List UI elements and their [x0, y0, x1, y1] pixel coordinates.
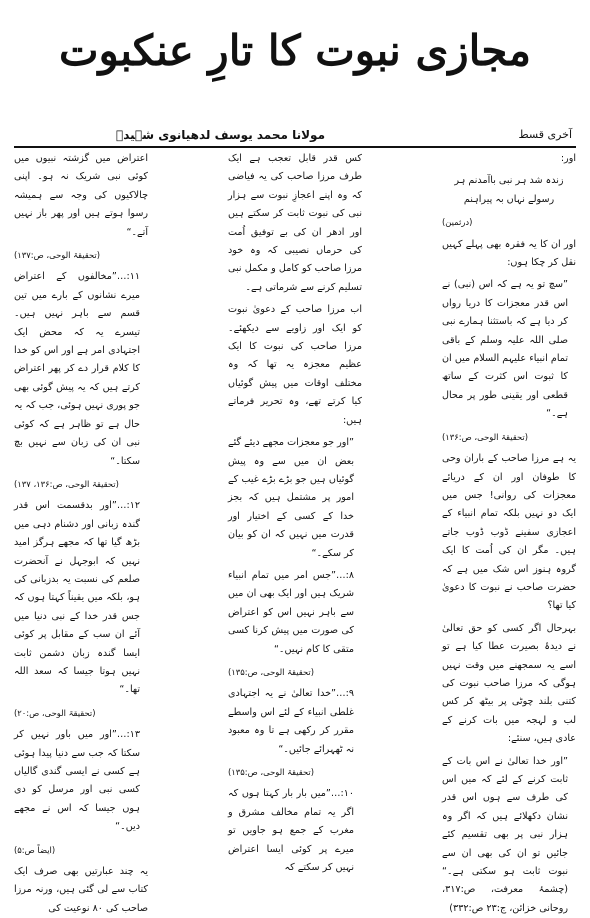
paragraph: یہ ہے مرزا صاحب کے باران وحی کا طوفان اور ان کے دریائے معجزات کی روانی! جس میں ایک دو نہیں بلکہ تمام انبیاء کے اعجازی سفینے ڈوب ڈوب جاتے ہیں۔ مگر ان کی اُمت کا ایک گروہ ہنوز اس شک میں ہے کہ حضرت صاحب نے نبوت کا دعویٰ کیا تھا؟	[442, 453, 576, 612]
reference-citation: (تحقیقۃ الوحی، ص:۱۳۵)	[228, 666, 315, 677]
paragraph: کس قدر قابل تعجب ہے ایک طرف مرزا صاحب کی یہ فیاضی کہ وہ اپنے اعجازِ نبوت سے ہزار نبی کی نبوت ثابت کر سکتے ہیں اور ادھر ان کی بے توفیق اُمت کی حرماں نصیبی کہ وہ خود مرزا صاحب کو کامل و مکمل نبی تسلیم کرنے سے شرماتی ہے۔	[228, 153, 362, 293]
column-2	[228, 150, 362, 874]
part-label: آخری قسط	[518, 128, 572, 141]
quoted-paragraph: ”اور خدا تعالیٰ نے اس بات کے ثابت کرنے کے لئے کہ میں اس کی طرف سے ہوں اس قدر نشان دکھلائے ہیں کہ اگر وہ ہزار نبی پر بھی تقسیم کئے جائیں تو ان کی بھی ان سے نبوت ثابت ہو سکتی ہے۔“ (چشمۂ معرفت، ص:۳۱۷، روحانی خزائن، ج:۲۳ ص:۳۳۲)	[442, 755, 568, 914]
author-name: مولانا محمد یوسف لدھیانوی شہیدؒ	[116, 128, 326, 142]
byline-row	[0, 124, 590, 146]
quoted-paragraph: ۱۱:…”مخالفوں کے اعتراض میرے نشانوں کے بارے میں تین قسم سے باہر نہیں ہیں۔ تیسرے یہ کہ محض ایک اجتہادی امر ہے اور اس کو خدا کا کلام قرار دے کر پھر اعتراض کرتے ہیں کہ یہ پیش گوئی بھی جو پوری نہیں ہوئی، جب کہ یہ حال ہے تو ظاہر ہے کہ کوئی نبی ان کی زبان سے نہیں بچ سکتا۔“	[14, 271, 140, 467]
verse-text: زندہ شد ہر نبی باآمدنم ہر رسولے نہاں بہ پیراہنم	[454, 175, 564, 205]
quoted-paragraph: ”اور جو معجزات مجھے دیئے گئے بعض ان میں سے وہ پیش گوئیاں ہیں جو بڑے بڑے غیب کے امور پر مشتمل ہیں کہ بجز خدا کے کسی کے اختیار اور قدرت میں نہیں کہ ان کو بیان کر سکے۔“	[228, 437, 354, 559]
paragraph: اب مرزا صاحب کے دعویٰ نبوت کو ایک اور زاویے سے دیکھئے۔ مرزا صاحب کی نبوت کا ایک عظیم معجزہ یہ تھا کہ وہ مختلف اوقات میں پیش گوئیاں کیا کرتے تھے، وہ تحریر فرماتے ہیں:	[228, 304, 362, 426]
reference-citation: (تحقیقۃ الوحی، ص:۱۳۶، ۱۳۷)	[14, 478, 119, 489]
paragraph: اور ان کا یہ فقرہ بھی پہلے کہیں نقل کر چکا ہوں:	[442, 238, 576, 269]
quoted-paragraph: ۱۳:…”اور میں باور نہیں کر سکتا کہ جب سے دنیا پیدا ہوئی ہے کسی نے ایسی گندی گالیاں کسی نبی اور مرسل کو دی ہوں جیسا کہ اس نے مجھے دیں۔“	[14, 729, 140, 833]
reference-citation: (درثمین)	[442, 217, 473, 228]
quoted-paragraph: ۱۰:…”میں بار بار کہتا ہوں کہ اگر یہ تمام مخالف مشرق و مغرب کے جمع ہو جاویں تو میرے پر کوئی ایسا اعتراض نہیں کر سکتے کہ	[228, 788, 354, 874]
text-columns	[14, 150, 576, 914]
reference-citation: (تحقیقۃ الوحی، ص:۱۳۵)	[228, 767, 315, 777]
paragraph: یہ چند عبارتیں بھی صرف ایک کتاب سے لی گئی ہیں، ورنہ مرزا صاحب کی ۸۰ نوعیت کی	[14, 866, 148, 914]
quoted-paragraph: ۹:…”خدا تعالیٰ نے یہ اجتہادی غلطی انبیاء کے لئے اس واسطے مقرر کر رکھی ہے تا وہ معبود نہ ٹھہرائے جائیں۔“	[228, 688, 354, 755]
column-1	[442, 150, 576, 914]
paragraph: اعتراض میں گزشتہ نبیوں میں کوئی نبی شریک نہ ہو۔ اپنی چالاکیوں کی وجہ سے ہمیشہ رسوا ہوتے ہیں اور پھر باز نہیں آتے۔“	[14, 153, 148, 238]
paragraph: بہرحال اگر کسی کو حق تعالیٰ نے دیدۂ بصیرت عطا کیا ہے تو اسے یہ سمجھنے میں وقت نہیں ہوگی کہ مرزا صاحب نبوت کی کتنی بلند چوٹی پر بیٹھ کر کس لب و لہجہ میں بات کرنے کے عادی ہیں، سنئے:	[442, 622, 576, 745]
reference-citation: (تحقیقۃ الوحی، ص:۱۳۶)	[442, 431, 529, 442]
quoted-paragraph: ۱۲:…”اور بدقسمت اس قدر گندہ زبانی اور دشنام دہی میں بڑھ گیا تھا کہ مجھے ہرگز امید نہیں کہ ابوجہل نے آنحضرت صلعم کی نسبت یہ بدزبانی کی ہو، بلکہ میں یقیناً کہتا ہوں کہ جس قدر خدا کے نبی دنیا میں آئے ان سب کے مقابل پر کوئی ایسا گندہ زبان دشمن ثابت نہیں ہوتا جیسا کہ سعد اللہ تھا۔“	[14, 500, 140, 696]
column-3	[14, 150, 148, 914]
quoted-paragraph: ۸:…”جس امر میں تمام انبیاء شریک ہیں اور ایک بھی ان میں سے باہر نہیں اس کو اعتراض کی صورت میں پیش کرنا کسی متقی کا کام نہیں۔“	[228, 569, 354, 655]
paragraph: اور:	[560, 153, 576, 164]
reference-citation: (تحقیقۃ الوحی، ص:۲۰)	[14, 707, 96, 718]
quoted-paragraph: ”سچ تو یہ ہے کہ اس (نبی) نے اس قدر معجزات کا دریا رواں کر دیا ہے کہ باستثنا ہمارے نبی صلی اللہ علیہ وسلم کے باقی تمام انبیاء علیہم السلام میں ان کا ثبوت اس کثرت کے ساتھ قطعی اور یقینی طور پر محال ہے۔“	[442, 279, 568, 420]
reference-citation: (تحقیقۃ الوحی، ص:۱۳۷)	[14, 250, 101, 261]
article-title: مجازی نبوت کا تارِ عنکبوت	[58, 26, 532, 75]
reference-citation: (ایضاً ص:۵)	[14, 844, 56, 855]
header-divider	[14, 146, 576, 148]
